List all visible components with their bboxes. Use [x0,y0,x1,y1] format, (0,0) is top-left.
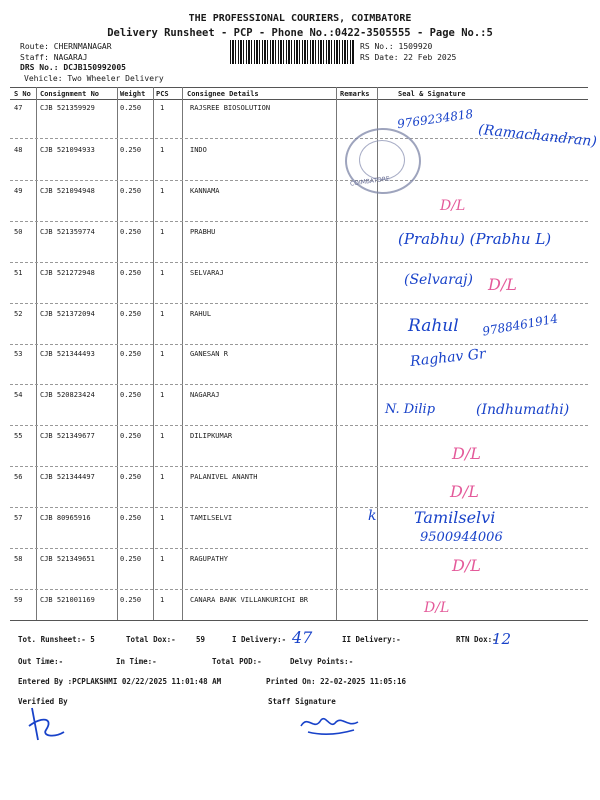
row-weight: 0.250 [120,391,142,399]
row-pcs: 1 [160,146,165,154]
row-consignment: CJB 520823424 [40,391,95,399]
row-consignee: INDO [190,146,207,154]
barcode [230,40,354,64]
rs-no-label: RS No.: [360,42,394,51]
row-pcs: 1 [160,350,165,358]
delvy-points-label: Delvy Points:- [290,657,354,666]
row-consignee: DILIPKUMAR [190,432,233,440]
handwritten-signature-47-phone: 9769234818 [396,106,474,132]
row-sno: 49 [14,187,23,195]
row-pcs: 1 [160,269,165,277]
row-sno: 57 [14,514,23,522]
route-value: CHERNMANAGAR [53,42,112,51]
row-consignee: RAHUL [190,310,212,318]
row-consignee: GANESAN R [190,350,228,358]
row-weight: 0.250 [120,228,142,236]
total-dox-value: 59 [196,635,206,644]
staff-value: NAGARAJ [53,53,88,62]
staff-field [20,53,87,62]
verified-by-label: Verified By [18,697,68,706]
row-divider [10,344,588,345]
vehicle-label: Vehicle: [24,74,63,83]
col-header-consignee: Consignee Details [187,90,259,98]
row-pcs: 1 [160,228,165,236]
row-divider [10,262,588,263]
row-weight: 0.250 [120,596,142,604]
row-sno: 54 [14,391,23,399]
row-consignment: CJB 521359929 [40,104,95,112]
row-consignment: CJB 521349677 [40,432,95,440]
col-divider [36,87,37,620]
handwritten-dl-55: D/L [452,444,481,463]
company-title: THE PROFESSIONAL COURIERS, COIMBATORE [188,13,412,24]
col-divider [182,87,183,620]
row-consignment: CJB 521001169 [40,596,95,604]
table-header-border [10,99,588,100]
total-dox-label: Total Dox:- [126,635,176,644]
row-consignee: PALANIVEL ANANTH [190,473,258,481]
row-sno: 56 [14,473,23,481]
row-weight: 0.250 [120,514,142,522]
stamp-inner-ring [359,140,405,180]
entered-by: Entered By :PCPLAKSHMI 02/22/2025 11:01:48 AM [18,677,222,686]
drs-value: DCJB150992005 [63,63,126,72]
col-header-signature: Seal & Signature [398,90,466,98]
staff-signature-label: Staff Signature [268,697,336,706]
col-header-consignment: Consignment No [40,90,100,98]
row-sno: 47 [14,104,23,112]
printed-on: Printed On: 22-02-2025 11:05:16 [266,677,406,686]
handwritten-signature-50: (Prabhu) (Prabhu L) [398,230,552,248]
row-pcs: 1 [160,391,165,399]
row-consignment: CJB 521372094 [40,310,95,318]
rs-no-value: 1509920 [398,42,433,51]
row-pcs: 1 [160,310,165,318]
row-consignment: CJB 521359774 [40,228,95,236]
table-bottom-border [10,620,588,621]
handwritten-signature-54-name: (Indhumathi) [476,402,570,418]
row-divider [10,425,588,426]
staff-signature-scribble [296,708,366,740]
row-pcs: 1 [160,187,165,195]
row-sno: 59 [14,596,23,604]
handwritten-dl-56: D/L [450,482,479,501]
row-consignee: RAGUPATHY [190,555,228,563]
row-pcs: 1 [160,104,165,112]
row-weight: 0.250 [120,310,142,318]
handwritten-signature-53: Raghav Gr [409,346,487,370]
row-divider [10,221,588,222]
col-header-sno: S No [14,90,31,98]
rs-no-field [360,42,432,51]
handwritten-signature-47-name: (Ramachandran) [477,121,598,151]
drs-field [20,63,126,72]
tot-runsheet: Tot. Runsheet:- 5 [18,635,95,644]
row-consignee: RAJSREE BIOSOLUTION [190,104,271,112]
table-top-border [10,87,588,88]
rs-date-field [360,53,456,62]
route-field [20,42,112,51]
row-consignee: PRABHU [190,228,216,236]
row-divider [10,548,588,549]
rtn-dox-label: RTN Dox:- [456,635,497,644]
stamp-text: COIMBATORE [349,175,391,188]
row-sno: 53 [14,350,23,358]
row-consignee: TAMILSELVI [190,514,233,522]
row-weight: 0.250 [120,104,142,112]
row-sno: 48 [14,146,23,154]
row-weight: 0.250 [120,555,142,563]
row-consignment: CJB 521344493 [40,350,95,358]
row-divider [10,384,588,385]
row-pcs: 1 [160,555,165,563]
i-delivery-value: 47 [292,628,313,647]
row-divider [10,180,588,181]
row-consignment: CJB 521272948 [40,269,95,277]
row-sno: 55 [14,432,23,440]
row-consignee: NAGARAJ [190,391,220,399]
row-consignee: SELVARAJ [190,269,224,277]
row-sno: 51 [14,269,23,277]
row-sno: 50 [14,228,23,236]
handwritten-signature-57-phone: 9500944006 [420,530,503,545]
row-weight: 0.250 [120,473,142,481]
row-consignment: CJB 521344497 [40,473,95,481]
col-header-pcs: PCS [156,90,169,98]
row-consignment: CJB 521349651 [40,555,95,563]
handwritten-signature-51: (Selvaraj) [404,272,473,288]
rs-date-value: 22 Feb 2025 [403,53,457,62]
col-header-weight: Weight [120,90,146,98]
i-delivery-label: I Delivery:- [232,635,287,644]
row-weight: 0.250 [120,350,142,358]
row-consignee: CANARA BANK VILLANKURICHI BR [190,596,309,604]
rtn-dox-value: 12 [492,630,512,648]
rs-date-label: RS Date: [360,53,399,62]
row-weight: 0.250 [120,432,142,440]
row-divider [10,466,588,467]
handwritten-initial-57: k [368,508,377,524]
row-weight: 0.250 [120,146,142,154]
row-consignment: CJB 80965916 [40,514,91,522]
ii-delivery-label: II Delivery:- [342,635,401,644]
handwritten-signature-52-phone: 9788461914 [481,311,559,339]
row-weight: 0.250 [120,187,142,195]
handwritten-dl-58: D/L [452,556,481,575]
handwritten-dl-51: D/L [488,275,517,294]
row-sno: 52 [14,310,23,318]
vehicle-field [24,74,164,83]
in-time-label: In Time:- [116,657,157,666]
staff-label: Staff: [20,53,49,62]
handwritten-signature-52-name: Rahul [408,316,459,336]
row-divider [10,303,588,304]
verifier-signature [24,704,74,744]
drs-label: DRS No.: [20,63,59,72]
row-pcs: 1 [160,514,165,522]
row-sno: 58 [14,555,23,563]
col-divider [153,87,154,620]
handwritten-signature-57-name: Tamilselvi [414,508,496,527]
vehicle-value: Two Wheeler Delivery [67,74,164,83]
row-consignee: KANNAMA [190,187,220,195]
col-divider [336,87,337,620]
row-consignment: CJB 521094933 [40,146,95,154]
row-divider [10,589,588,590]
handwritten-dl-49: D/L [440,198,466,214]
handwritten-signature-54: N. Dilip [385,402,436,417]
out-time-label: Out Time:- [18,657,64,666]
row-divider [10,507,588,508]
row-consignment: CJB 521094948 [40,187,95,195]
row-pcs: 1 [160,432,165,440]
runsheet-subtitle: Delivery Runsheet - PCP - Phone No.:0422-3505555 - Page No.:5 [107,27,493,39]
route-label: Route: [20,42,49,51]
col-header-remarks: Remarks [340,90,370,98]
handwritten-dl-59: D/L [424,600,450,616]
total-pod-label: Total POD:- [212,657,262,666]
row-weight: 0.250 [120,269,142,277]
col-divider [117,87,118,620]
row-pcs: 1 [160,473,165,481]
row-pcs: 1 [160,596,165,604]
